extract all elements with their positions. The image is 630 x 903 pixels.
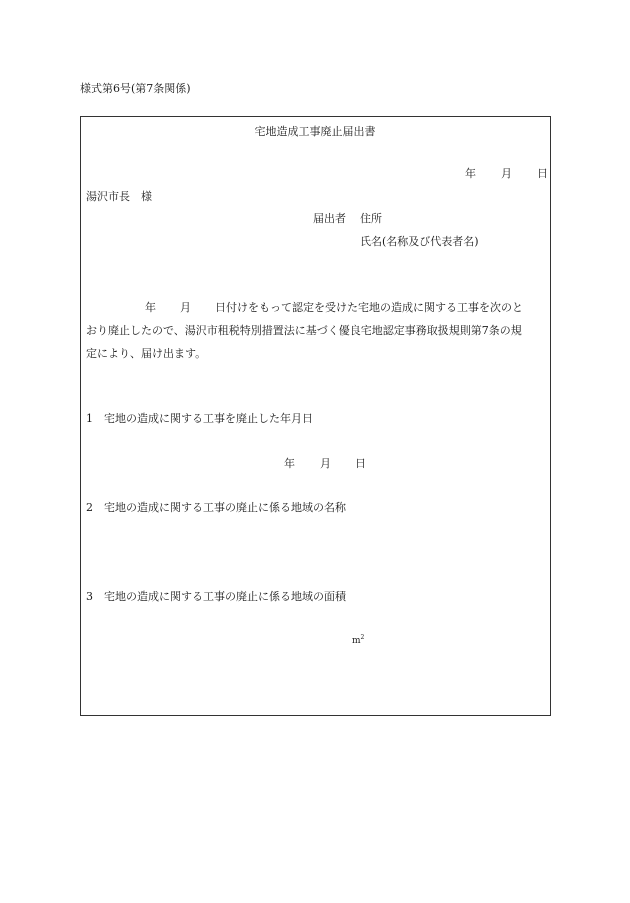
area-unit-exponent: 2 bbox=[360, 634, 365, 641]
item-1-label: 1 宅地の造成に関する工事を廃止した年月日 bbox=[86, 412, 313, 425]
body-month-label: 月 bbox=[180, 301, 191, 314]
abolition-month-label: 月 bbox=[320, 457, 331, 470]
body-year-label: 年 bbox=[145, 301, 156, 314]
item-2-label: 2 宅地の造成に関する工事の廃止に係る地域の名称 bbox=[86, 501, 346, 514]
date-year-label: 年 bbox=[465, 167, 476, 180]
body-line-2: おり廃止したので、湯沢市租税特別措置法に基づく優良宅地認定事務取扱規則第7条の規 bbox=[86, 324, 522, 337]
item-3-label: 3 宅地の造成に関する工事の廃止に係る地域の面積 bbox=[86, 590, 346, 603]
notifier-name-label: 氏名(名称及び代表者名) bbox=[360, 235, 479, 248]
form-title: 宅地造成工事廃止届出書 bbox=[254, 125, 376, 138]
body-line-3: 定により、届け出ます。 bbox=[86, 347, 207, 360]
area-unit-base: m bbox=[352, 636, 361, 646]
abolition-year-label: 年 bbox=[284, 457, 295, 470]
notifier-label: 届出者 bbox=[313, 212, 346, 225]
date-month-label: 月 bbox=[501, 167, 512, 180]
form-number: 様式第6号(第7条関係) bbox=[80, 82, 191, 95]
area-unit bbox=[352, 634, 364, 648]
notifier-address-label: 住所 bbox=[360, 212, 382, 225]
abolition-day-label: 日 bbox=[355, 457, 366, 470]
body-line-1: 日付けをもって認定を受けた宅地の造成に関する工事を次のと bbox=[215, 301, 523, 314]
addressee: 湯沢市長 様 bbox=[86, 190, 152, 203]
date-day-label: 日 bbox=[537, 167, 548, 180]
